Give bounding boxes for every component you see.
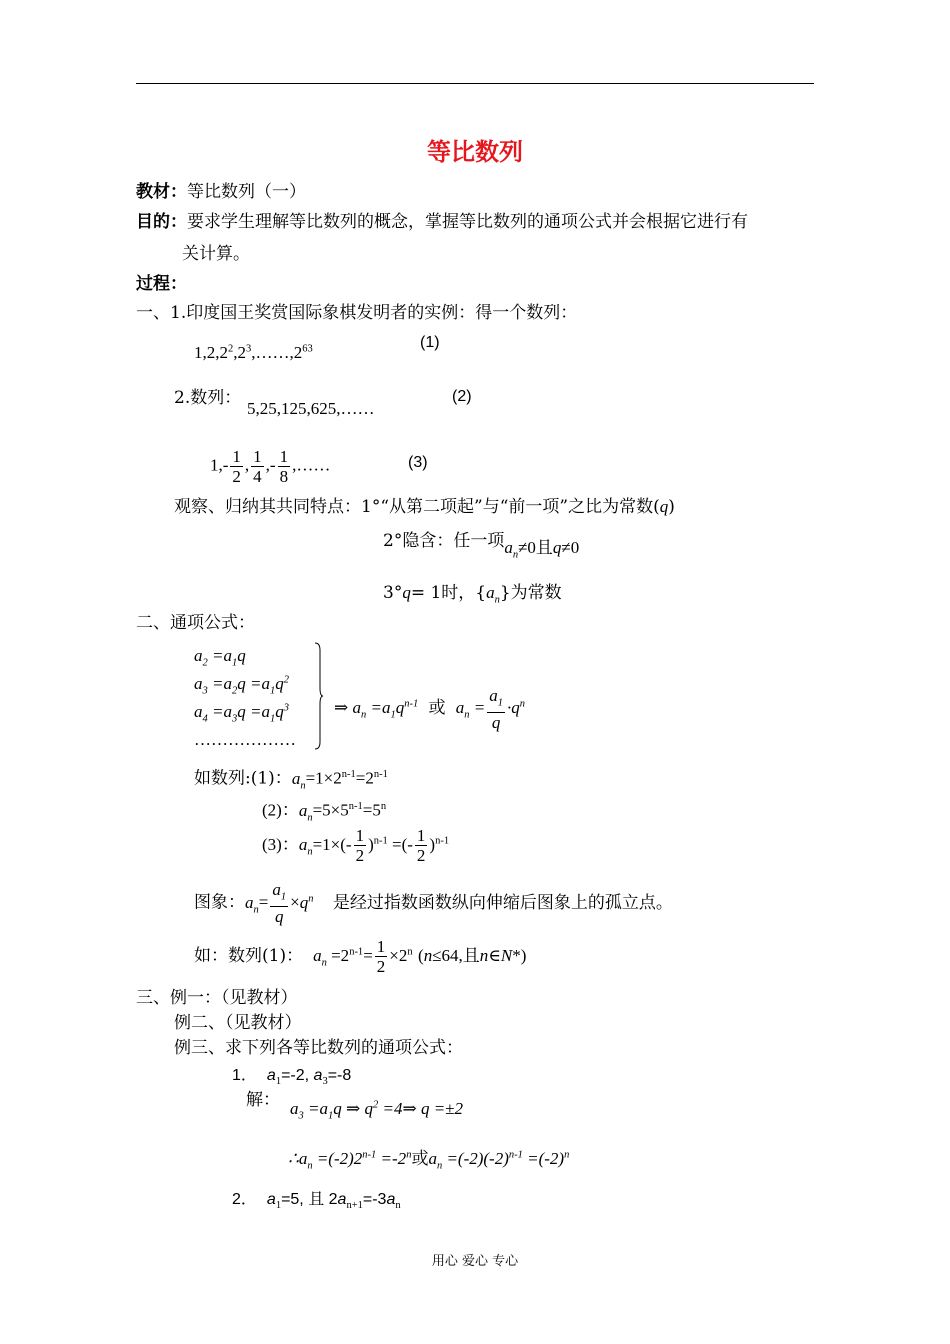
goal-label: 目的： xyxy=(136,212,187,232)
graph-line: 图象：$a_n=$ $\frac{a_1}{q}$ $\times q^n$ 是经过指数函数纵向伸缩后图象上的孤立点。 xyxy=(194,880,673,927)
textbook-text: 等比数列（一） xyxy=(187,182,306,202)
sequence-3: 1,- $\frac{1}{2}$ , $\frac{1}{4}$ ,- $\frac{1}{8}$ ,…… xyxy=(210,447,331,486)
sequence-1: $1,2,2^2,2^3,\dots\dots,2^{63}$ xyxy=(194,343,313,362)
example-3: (3)：$a_n=1\times(-$ $\frac{1}{2}$ )$^{n-1}$ =(- $\frac{1}{2}$ )$^{n-1}$ xyxy=(262,826,450,865)
example-2: (2)：$a_n=5\times 5^{n-1}=5^n$ xyxy=(262,800,387,824)
goal-line xyxy=(136,211,748,233)
section-1-intro: 一、1.印度国王奖赏国际象棋发明者的实例：得一个数列： xyxy=(136,303,578,323)
example-2-line: 例二、（见教材） xyxy=(174,1013,302,1033)
section-2-label: 二、通项公式： xyxy=(136,613,255,633)
formula-a2: $a_2 =a_1q$ xyxy=(194,646,246,669)
goal-text-2: 关计算。 xyxy=(182,244,250,264)
question-1: 1． $a_1=-2$, $a_3=-8$ xyxy=(232,1067,352,1088)
question-2: 2． $a_1=5$, 且 $2a_{n+1}=-3a_n$ xyxy=(232,1191,401,1212)
general-formula: ⇒ $a_n =a_1q^{n-1}$ 或 $a_n$ = $\frac{a_1}{q}$ $\cdot q^n$ xyxy=(334,686,525,733)
right-brace xyxy=(314,642,324,750)
formula-a4: $a_4 =a_3q =a_1q^3$ xyxy=(194,702,289,725)
observe-line: 观察、归纳其共同特点：1°“从第二项起”与“前一项”之比为常数(q) xyxy=(174,497,675,517)
header-rule xyxy=(136,83,814,84)
solution-2: $\therefore a_n =(-2)2^{n-1} =-2^n$或$a_n =(-2)(-2)^{n-1} =(-2)^n$ xyxy=(288,1149,570,1172)
section-3-label: 三、例一：（见教材） xyxy=(136,988,298,1008)
section-1-2-label: 2.数列： xyxy=(174,388,242,408)
example-1: 如数列:(1)：$a_n=1\times 2^{n-1}=2^{n-1}$ xyxy=(194,768,388,792)
property-3: 3°q= 1时，$\{a_n\}$为常数 xyxy=(383,583,562,606)
example-3-line: 例三、求下列各等比数列的通项公式： xyxy=(174,1038,463,1058)
tag-3: (3) xyxy=(408,454,428,471)
property-2: 2°隐含：任一项$a_n\ne 0$且q≠0 xyxy=(383,531,580,561)
solution-1: $a_3 =a_1q$ ⇒ $q^2$ =4⇒ q =±2 xyxy=(290,1099,464,1122)
tag-2: (2) xyxy=(452,388,472,405)
solution-label: 解： xyxy=(246,1090,280,1110)
textbook-line xyxy=(136,181,306,203)
page-title: 等比数列 xyxy=(427,138,523,166)
goal-text-1: 要求学生理解等比数列的概念，掌握等比数列的通项公式并会根据它进行有 xyxy=(187,212,748,232)
page-footer: 用心 爱心 专心 xyxy=(431,1254,519,1269)
formula-a3: $a_3 =a_2q =a_1q^2$ xyxy=(194,674,289,697)
tag-1: (1) xyxy=(420,334,440,351)
process-label: 过程： xyxy=(136,274,187,294)
formula-dots: ……………… xyxy=(194,730,296,749)
sequence-2: 5,25,125,625,…… xyxy=(247,399,375,418)
textbook-label: 教材： xyxy=(136,182,187,202)
example-sequence-1: 如：数列(1)： $a_n =2^{n-1}=$ $\frac{1}{2}$ $\times 2^n$ (n≤64,且n∈N*) xyxy=(194,937,527,976)
